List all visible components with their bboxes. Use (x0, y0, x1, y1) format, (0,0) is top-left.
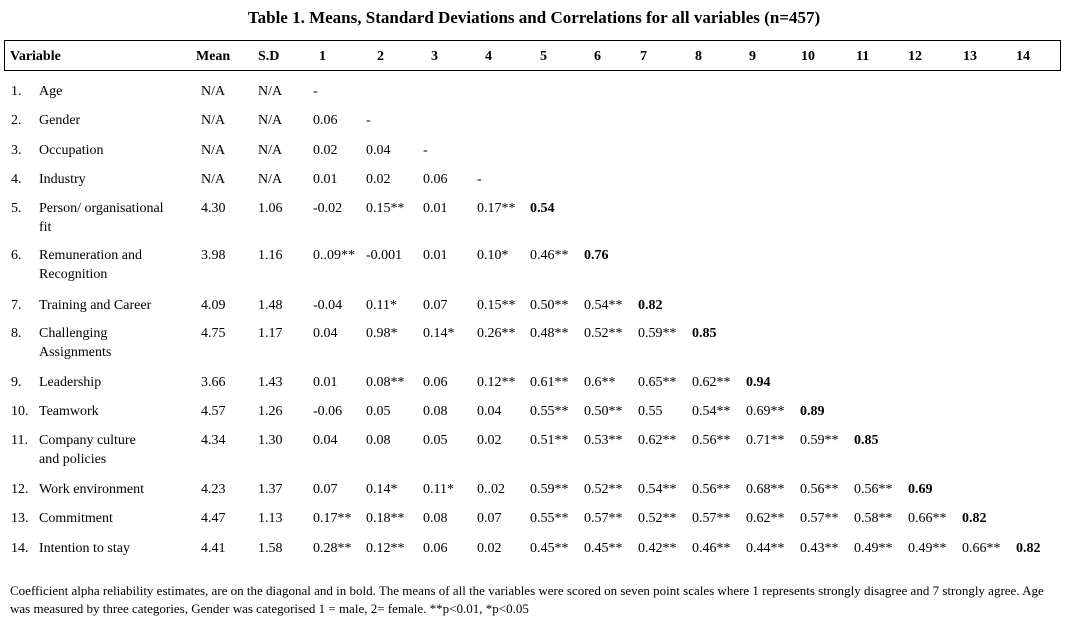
row-number: 7. (11, 298, 22, 313)
correlation-cell: 0.62** (638, 433, 677, 448)
correlation-cell: 0.08 (423, 511, 448, 526)
sd-cell: 1.37 (258, 482, 283, 497)
correlation-cell: 0.15** (477, 298, 516, 313)
correlation-cell: 0.01 (423, 248, 448, 263)
sd-cell: 1.30 (258, 433, 283, 448)
row-number: 13. (11, 511, 29, 526)
correlation-cell: 0.01 (313, 375, 338, 390)
reliability-cell: 0.89 (800, 404, 825, 419)
sd-cell: N/A (258, 84, 283, 99)
mean-cell: N/A (201, 172, 226, 187)
correlation-cell: 0.08 (366, 433, 391, 448)
correlation-cell: 0.04 (477, 404, 502, 419)
correlation-cell: 0.45** (584, 541, 623, 556)
mean-cell: 4.57 (201, 404, 226, 419)
row-number: 1. (11, 84, 22, 99)
variable-label: Occupation (39, 143, 104, 158)
correlation-cell: 0.10* (477, 248, 509, 263)
variable-label: Age (39, 84, 63, 99)
correlation-cell: 0.12** (366, 541, 405, 556)
variable-label: Leadership (39, 375, 102, 390)
reliability-cell: 0.82 (962, 511, 987, 526)
sd-cell: 1.13 (258, 511, 283, 526)
correlation-cell: 0.04 (313, 326, 338, 341)
sd-cell: 1.43 (258, 375, 283, 390)
correlation-cell: 0.57** (692, 511, 731, 526)
row-number: 14. (11, 541, 29, 556)
correlation-cell: 0.56** (800, 482, 839, 497)
row-number: 11. (11, 433, 28, 448)
column-header: 7 (640, 49, 647, 64)
column-header: 1 (319, 49, 326, 64)
sd-cell: 1.26 (258, 404, 283, 419)
correlation-cell: 0.02 (366, 172, 391, 187)
sd-cell: 1.48 (258, 298, 283, 313)
reliability-cell: 0.94 (746, 375, 771, 390)
correlation-cell: 0.48** (530, 326, 569, 341)
variable-label: Teamwork (39, 404, 99, 419)
sd-cell: N/A (258, 113, 283, 128)
column-header: Variable (10, 49, 61, 64)
column-header: Mean (196, 49, 231, 64)
row-number: 4. (11, 172, 22, 187)
reliability-cell: 0.82 (1016, 541, 1041, 556)
correlation-cell: 0.06 (423, 375, 448, 390)
correlation-cell: 0.04 (366, 143, 391, 158)
variable-label: Company culture (39, 433, 136, 448)
correlation-cell: 0.59** (800, 433, 839, 448)
correlation-cell: 0.11* (366, 298, 397, 313)
row-number: 9. (11, 375, 22, 390)
correlation-cell: 0.62** (746, 511, 785, 526)
sd-cell: 1.16 (258, 248, 283, 263)
correlation-cell: 0.17** (313, 511, 352, 526)
column-header: 9 (749, 49, 756, 64)
correlation-cell: 0.52** (638, 511, 677, 526)
correlation-cell: 0.6** (584, 375, 616, 390)
reliability-cell: 0.69 (908, 482, 933, 497)
correlation-cell: - (423, 143, 428, 158)
header-box (4, 40, 1061, 71)
mean-cell: 4.30 (201, 201, 226, 216)
correlation-cell: -0.02 (313, 201, 343, 216)
mean-cell: N/A (201, 143, 226, 158)
correlation-cell: 0.18** (366, 511, 405, 526)
correlation-cell: 0.65** (638, 375, 677, 390)
variable-label: Gender (39, 113, 81, 128)
reliability-cell: 0.76 (584, 248, 609, 263)
correlation-cell: 0.68** (746, 482, 785, 497)
correlation-cell: 0.17** (477, 201, 516, 216)
correlation-cell: 0.06 (423, 172, 448, 187)
correlation-cell: 0.66** (962, 541, 1001, 556)
correlation-cell: 0.55** (530, 404, 569, 419)
correlation-cell: 0.08 (423, 404, 448, 419)
table-title: Table 1. Means, Standard Deviations and Correlations for all variables (n=457) (247, 8, 821, 27)
correlation-cell: 0.56** (692, 482, 731, 497)
correlation-cell: 0.52** (584, 482, 623, 497)
correlation-cell: 0.66** (908, 511, 947, 526)
correlation-cell: 0.01 (423, 201, 448, 216)
column-header: 4 (485, 49, 492, 64)
correlation-cell: 0.04 (313, 433, 338, 448)
correlation-cell: 0.49** (908, 541, 947, 556)
correlation-cell: 0.06 (423, 541, 448, 556)
column-header: 5 (540, 49, 547, 64)
correlation-cell: 0.28** (313, 541, 352, 556)
table-footnote: Coefficient alpha reliability estimates, are on the diagonal and in bold. The means of all the variables were scored on seven point scales where 1 represents strongly disagree and 7 strongly agree. Age was measured by three categories, Gender was categorised 1 = male, 2= female. **p<0.01, *p<0.05 (10, 583, 1044, 616)
row-number: 2. (11, 113, 22, 128)
column-header: 3 (431, 49, 438, 64)
correlation-cell: 0.12** (477, 375, 516, 390)
column-header: 8 (695, 49, 702, 64)
sd-cell: 1.58 (258, 541, 283, 556)
correlation-cell: -0.06 (313, 404, 343, 419)
variable-label: Remuneration and (39, 248, 143, 263)
correlation-cell: 0.54** (692, 404, 731, 419)
correlation-cell: 0.59** (638, 326, 677, 341)
reliability-cell: 0.82 (638, 298, 663, 313)
correlation-cell: 0.46** (530, 248, 569, 263)
correlation-cell: 0.01 (313, 172, 338, 187)
correlation-cell: 0.02 (313, 143, 338, 158)
column-header: 11 (856, 49, 870, 64)
correlation-cell: -0.04 (313, 298, 343, 313)
row-number: 8. (11, 326, 22, 341)
correlation-cell: 0.71** (746, 433, 785, 448)
correlation-cell: 0.02 (477, 433, 502, 448)
row-number: 12. (11, 482, 29, 497)
correlation-cell: 0.56** (692, 433, 731, 448)
column-header: 10 (801, 49, 815, 64)
mean-cell: 3.66 (201, 375, 226, 390)
correlation-cell: 0.52** (584, 326, 623, 341)
correlation-cell: 0.07 (313, 482, 338, 497)
sd-cell: N/A (258, 172, 283, 187)
correlation-cell: 0.42** (638, 541, 677, 556)
correlation-cell: 0.06 (313, 113, 338, 128)
variable-label: Industry (39, 172, 86, 187)
correlation-cell: 0.55 (638, 404, 663, 419)
mean-cell: 3.98 (201, 248, 226, 263)
row-number: 10. (11, 404, 29, 419)
correlation-cell: 0.98* (366, 326, 398, 341)
correlation-cell: 0.53** (584, 433, 623, 448)
correlation-cell: - (366, 113, 371, 128)
correlation-cell: 0.14* (366, 482, 398, 497)
variable-label: Training and Career (39, 298, 152, 313)
correlation-cell: 0.08** (366, 375, 405, 390)
correlation-cell: 0.05 (366, 404, 391, 419)
correlation-cell: 0.57** (800, 511, 839, 526)
column-header: 14 (1016, 49, 1030, 64)
row-number: 3. (11, 143, 22, 158)
correlation-cell: 0.11* (423, 482, 454, 497)
correlation-cell: 0.51** (530, 433, 569, 448)
correlation-cell: 0.62** (692, 375, 731, 390)
sd-cell: N/A (258, 143, 283, 158)
correlation-cell: 0.55** (530, 511, 569, 526)
correlation-cell: 0.07 (477, 511, 502, 526)
mean-cell: N/A (201, 113, 226, 128)
mean-cell: 4.75 (201, 326, 226, 341)
variable-label: Work environment (39, 482, 145, 497)
variable-label: Commitment (39, 511, 113, 526)
column-header: 12 (908, 49, 922, 64)
sd-cell: 1.06 (258, 201, 283, 216)
row-number: 6. (11, 248, 22, 263)
variable-label: Challenging (39, 326, 108, 341)
correlation-cell: 0.15** (366, 201, 405, 216)
correlation-cell: 0.46** (692, 541, 731, 556)
variable-label: Intention to stay (39, 541, 130, 556)
correlation-cell: 0.61** (530, 375, 569, 390)
correlation-cell: - (477, 172, 482, 187)
correlation-cell: 0.43** (800, 541, 839, 556)
mean-cell: 4.34 (201, 433, 226, 448)
column-header: S.D (258, 49, 280, 64)
correlation-cell: 0.07 (423, 298, 448, 313)
column-header: 2 (377, 49, 384, 64)
correlation-cell: 0.69** (746, 404, 785, 419)
mean-cell: 4.47 (201, 511, 226, 526)
variable-label: Recognition (39, 267, 108, 282)
variable-label: fit (39, 220, 52, 235)
mean-cell: 4.41 (201, 541, 226, 556)
correlation-cell: -0.001 (366, 248, 403, 263)
reliability-cell: 0.85 (692, 326, 717, 341)
correlation-cell: 0.57** (584, 511, 623, 526)
correlation-cell: 0.14* (423, 326, 455, 341)
correlation-cell: 0.02 (477, 541, 502, 556)
variable-label: Assignments (39, 345, 112, 360)
column-header: 13 (963, 49, 977, 64)
mean-cell: N/A (201, 84, 226, 99)
reliability-cell: 0.54 (530, 201, 555, 216)
correlation-cell: 0.56** (854, 482, 893, 497)
correlation-cell: 0.45** (530, 541, 569, 556)
correlation-cell: 0.59** (530, 482, 569, 497)
correlation-cell: 0.49** (854, 541, 893, 556)
correlation-cell: 0.05 (423, 433, 448, 448)
mean-cell: 4.09 (201, 298, 226, 313)
reliability-cell: 0.85 (854, 433, 879, 448)
correlation-cell: 0..02 (477, 482, 505, 497)
correlation-cell: 0.50** (530, 298, 569, 313)
correlation-cell: 0.26** (477, 326, 516, 341)
sd-cell: 1.17 (258, 326, 283, 341)
correlation-cell: 0.54** (638, 482, 677, 497)
column-header: 6 (594, 49, 601, 64)
correlation-cell: 0.44** (746, 541, 785, 556)
correlation-cell: - (313, 84, 318, 99)
variable-label: Person/ organisational (39, 201, 164, 216)
row-number: 5. (11, 201, 22, 216)
correlation-cell: 0.54** (584, 298, 623, 313)
variable-label: and policies (39, 452, 107, 467)
mean-cell: 4.23 (201, 482, 226, 497)
correlation-cell: 0..09** (313, 248, 355, 263)
correlation-cell: 0.50** (584, 404, 623, 419)
correlation-cell: 0.58** (854, 511, 893, 526)
